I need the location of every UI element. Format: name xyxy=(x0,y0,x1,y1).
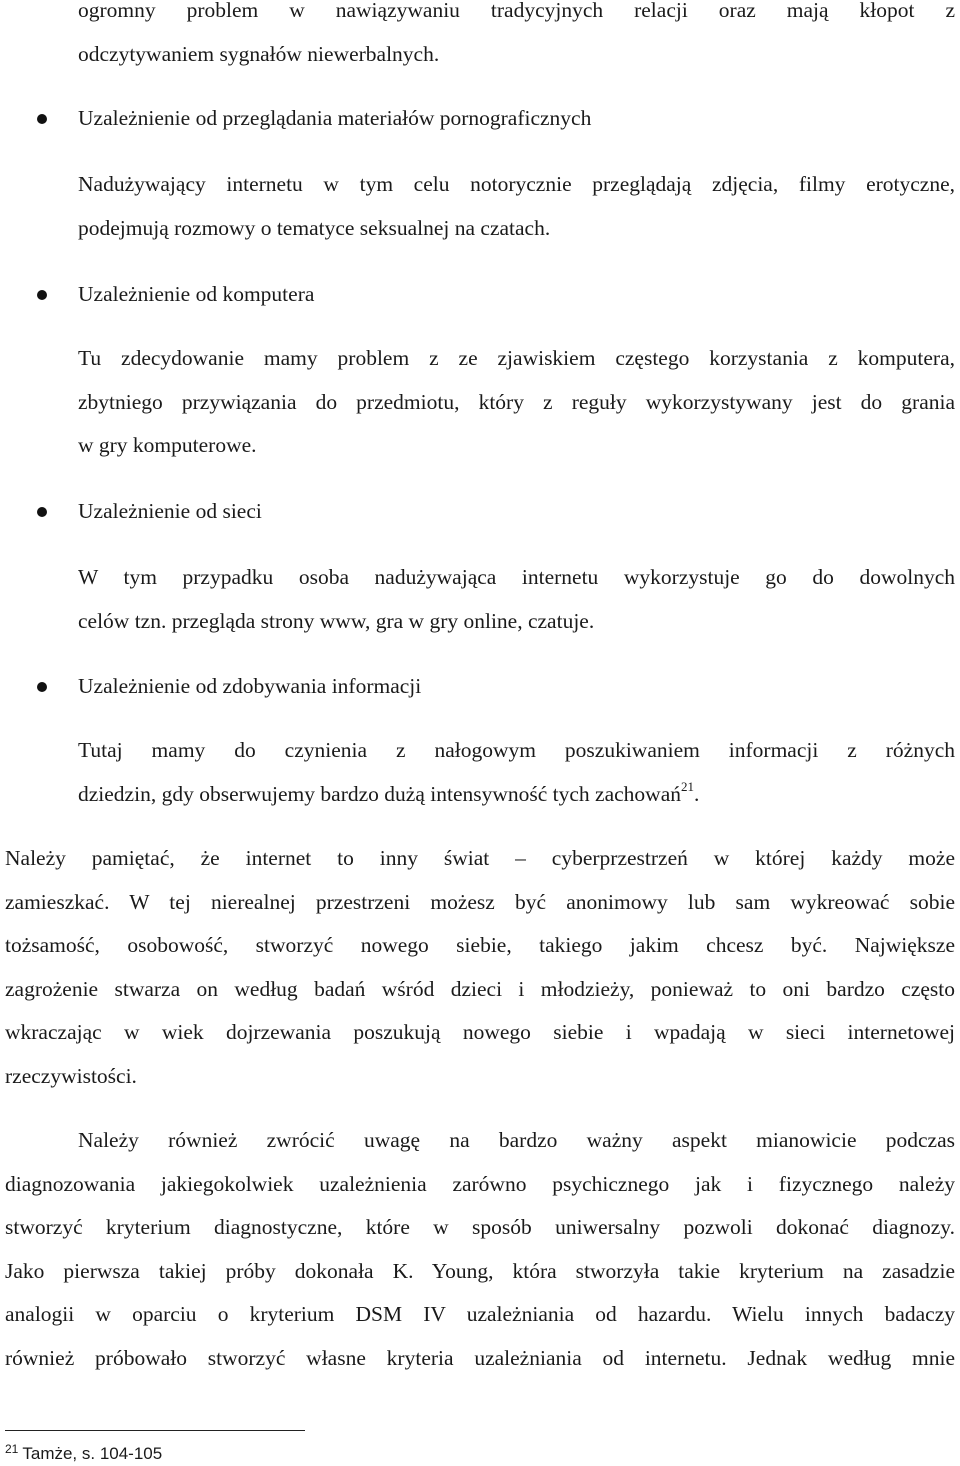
text-line: rzeczywistości. xyxy=(5,1063,137,1088)
body-paragraph xyxy=(5,837,955,1098)
bullet-icon xyxy=(37,290,47,300)
text-line: ogromny problem w nawiązywaniu tradycyjnych relacji oraz mają kłopot z xyxy=(78,0,955,22)
text-line: zagrożenie stwarza on według badań wśród dzieci i młodzieży, ponieważ to oni bardzo często xyxy=(5,976,955,1001)
text-line: tożsamość, osobowość, stworzyć nowego siebie, takiego jakim chcesz być. Największe xyxy=(5,933,955,957)
list-item-body xyxy=(78,163,955,250)
list-item-heading: Uzależnienie od zdobywania informacji xyxy=(78,674,422,698)
text-line: Tutaj mamy do czynienia z nałogowym poszukiwaniem informacji z różnych xyxy=(78,738,955,762)
text-line: W tym przypadku osoba nadużywająca internetu wykorzystuje go do dowolnych xyxy=(78,565,955,589)
list-item-heading: Uzależnienie od komputera xyxy=(78,282,315,306)
list-item-body xyxy=(78,337,955,468)
text-line: w gry komputerowe. xyxy=(78,433,257,457)
text-line: stworzyć kryterium diagnostyczne, które w sposób uniwersalny pozwoli dokonać diagnozy. xyxy=(5,1215,955,1239)
text-line-content: dziedzin, gdy obserwujemy bardzo dużą intensywność tych zachowań xyxy=(78,781,681,806)
text-line: analogii w oparciu o kryterium DSM IV uzależniania od hazardu. Wielu innych badaczy xyxy=(5,1302,955,1326)
text-line: zbytniego przywiązania do przedmiotu, który z reguły wykorzystywany jest do grania xyxy=(78,389,955,414)
text-line: Nadużywający internetu w tym celu notorycznie przeglądają zdjęcia, filmy erotyczne, xyxy=(78,172,955,196)
text-line: podejmują rozmowy o tematyce seksualnej na czatach. xyxy=(78,215,551,240)
text-line: odczytywaniem sygnałów niewerbalnych. xyxy=(78,41,440,66)
list-item-body xyxy=(78,729,955,816)
bullet-icon xyxy=(37,682,47,692)
text-line: wkraczając w wiek dojrzewania poszukują nowego siebie i wpadają w sieci internetowej xyxy=(5,1020,955,1044)
footnote xyxy=(5,1437,162,1466)
intro-paragraph xyxy=(78,0,955,76)
text-line: Jako pierwsza takiej próby dokonała K. Young, która stworzyła takie kryterium na zasadzie xyxy=(5,1258,955,1283)
text-line: diagnozowania jakiegokolwiek uzależnienia zarówno psychicznego jak i fizycznego należy xyxy=(5,1171,955,1196)
text-line: zamieszkać. W tej nierealnej przestrzeni możesz być anonimowy lub sam wykreować sobie xyxy=(5,889,955,914)
text-line: również próbowało stworzyć własne kryteria uzależniania od internetu. Jednak według mnie xyxy=(5,1345,955,1370)
footnote-text: Tamże, s. 104-105 xyxy=(22,1444,163,1463)
text-line: Należy również zwrócić uwagę na bardzo ważny aspekt mianowicie podczas xyxy=(78,1128,955,1152)
text-line: Tu zdecydowanie mamy problem z ze zjawiskiem częstego korzystania z komputera, xyxy=(78,346,955,370)
text-line: Należy pamiętać, że internet to inny świat – cyberprzestrzeń w której każdy może xyxy=(5,846,955,870)
list-item-body xyxy=(78,556,955,643)
bullet-icon xyxy=(37,507,47,517)
line-tail: . xyxy=(694,781,700,806)
list-item-heading: Uzależnienie od sieci xyxy=(78,499,262,523)
footnote-divider xyxy=(5,1430,305,1431)
text-line xyxy=(78,773,955,817)
footnote-reference[interactable]: 21 xyxy=(681,778,694,794)
body-paragraph xyxy=(5,1119,955,1380)
text-line: celów tzn. przegląda strony www, gra w gry online, czatuje. xyxy=(78,608,595,633)
footnote-number: 21 xyxy=(5,1442,19,1456)
list-item-heading: Uzależnienie od przeglądania materiałów pornograficznych xyxy=(78,106,592,130)
bullet-icon xyxy=(37,114,47,124)
